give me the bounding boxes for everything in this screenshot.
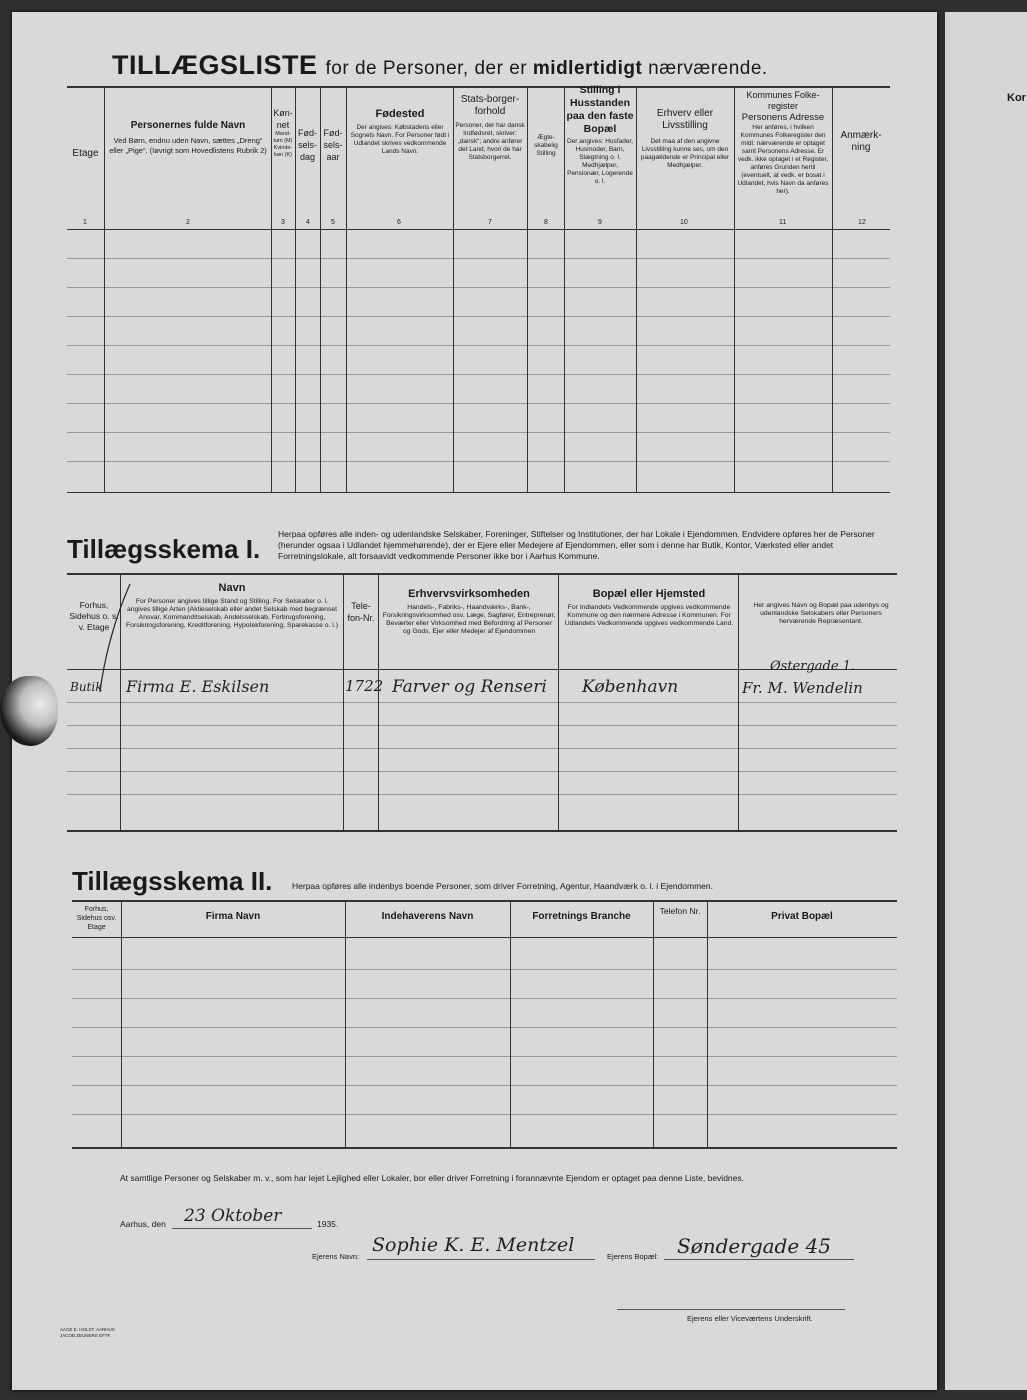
s1-col-etage: Forhus, Sidehus o. s. v. Etage [69, 600, 119, 632]
s1-row-residence: København [582, 677, 679, 697]
col-citizenship: Stats-borger-forhold Personer, der har dansk Indfødsret, skriver: „dansk“; andre anfører det Land, hvori de har Statsborgerret. [455, 94, 525, 161]
s1-row-repr-line2: Fr. M. Wendelin [742, 679, 863, 697]
col-gender: Køn-net Mand-køn (M) Kvinde-køn (K) [273, 108, 293, 158]
col-num-5: 5 [331, 219, 335, 226]
col-num-3: 3 [281, 219, 285, 226]
s2-col-private: Privat Bopæl [771, 911, 833, 922]
form-page [12, 12, 937, 1390]
col-num-8: 8 [544, 219, 548, 226]
main-title [112, 50, 768, 81]
col-num-12: 12 [858, 219, 866, 226]
col-num-7: 7 [488, 219, 492, 226]
skema1-note: Herpaa opføres alle inden- og udenlandske Selskaber, Foreninger, Stiftelser og Institutioner, der har Lokale i Ejendommen. Endvidere opføres her de Personer (herunder ogsaa i Udlandet hjemmehørende), der er Ejere eller Medejere af Ejendommen, eller som i denne har Butik, Kontor, Værksted eller andet Forretningslokale, alt forsaavidt vedkommende Personer ikke bor i Aarhus Kommune. [278, 529, 875, 561]
footer-year: 1935. [317, 1219, 339, 1229]
s2-col-owner: Indehaverens Navn [381, 911, 474, 922]
title-rest-end: nærværende. [648, 58, 768, 79]
thumb-holding-page [0, 676, 58, 746]
title-rest: for de Personer, der er [325, 58, 528, 79]
col-birthday: Fød-sels-dag [297, 128, 317, 162]
s1-col-residence: Bopæl eller Hjemsted For Indlandets Vedkommende opgives vedkommende Kommune og den nærmere Adresse i Kommunen. For Udlandets Vedkommende opgives vedkommende Land. [564, 588, 734, 627]
adjacent-page [945, 12, 1027, 1390]
printer-mark: AAGE E. HOLST, AARHUS JACOB ZEUNERS EFTF. [60, 1327, 115, 1338]
s1-row-business: Farver og Renseri [392, 677, 547, 697]
col-name: Personernes fulde Navn Ved Børn, endnu uden Navn, sættes „Dreng“ eller „Pige“. (Iøvrigt som Hovedlistens Rubrik 2) [109, 120, 267, 155]
footer-place: Aarhus, den [120, 1219, 166, 1229]
skema1-title: Tillægsskema I. [67, 534, 261, 564]
s1-row-etage: Butik [70, 680, 103, 694]
s1-row-phone: 1722 [345, 677, 384, 695]
col-occupation: Erhverv eller Livsstilling Det maa af den angivne Livsstilling kunne ses, om den paagældende er Principal eller Medhjælper. [640, 108, 730, 169]
owner-name-label: Ejerens Navn: [312, 1252, 360, 1261]
col-etage: Etage [72, 148, 99, 159]
adjacent-page-corner-text: Kor [1007, 92, 1026, 104]
title-bold: TILLÆGSLISTE [112, 50, 318, 80]
col-num-4: 4 [306, 219, 310, 226]
skema2-note: Herpaa opføres alle indenbys boende Personer, som driver Forretning, Agentur, Haandværk o. l. i Ejendommen. [292, 881, 713, 891]
s1-col-representative: Her angives Navn og Bopæl paa udenbys og udenlandske Selskabers eller Personers herværende Repræsentant. [753, 602, 889, 625]
s2-col-branch: Forretnings Branche [532, 911, 631, 922]
col-num-10: 10 [680, 219, 688, 226]
col-num-2: 2 [186, 219, 190, 226]
owner-name: Sophie K. E. Mentzel [372, 1234, 575, 1256]
s2-col-firm: Firma Navn [205, 911, 261, 922]
owner-address-label: Ejerens Bopæl: [607, 1252, 659, 1261]
pen-stroke [92, 580, 132, 700]
col-address: Kommunes Folke-register Personens Adresse Her anføres, i hvilken Kommunes Folkeregister den midl. nærværende er optaget samt Personens Adresse. Er vedk. ikke optaget i et Register, anføres Grunden hertil (eventuelt, at vedk. er bosat i Udlandet, hvis Navn da anføres her). [737, 90, 829, 195]
owner-address: Søndergade 45 [677, 1234, 831, 1258]
col-household: Stilling i Husstanden paa den faste Bopæl Der angives: Husfader, Husmoder, Barn, Slægtning o. l. Medhjælper, Pensionær, Logerende o. l. [566, 84, 634, 185]
title-rest-bold: midlertidigt [532, 58, 643, 79]
col-marital: Ægte-skabelig Stilling [534, 134, 558, 157]
skema2-title: Tillægsskema II. [72, 866, 273, 896]
s1-col-business: Erhvervsvirksomheden Handels-, Fabriks-, Haandværks-, Bank-, Forsikringsvirksomhed osv. Læge, Sagfører, Entreprenør, Beværter eller Virksomhed med Befordring af Personer og Gods, Ejer eller Medejer af Ejendommen [382, 588, 556, 635]
s2-col-etage: Forhus, Sidehus osv. Etage [76, 906, 117, 931]
footer-statement: At samtlige Personer og Selskaber m. v., som har lejet Lejlighed eller Lokaler, bor eller driver Forretning i forannævnte Ejendom er optaget paa denne Liste, bevidnes. [120, 1173, 744, 1183]
s1-row-repr-line1: Østergade 1. [770, 659, 856, 674]
col-birthyear: Fød-sels-aar [323, 128, 343, 162]
col-birthplace: Fødested Der angives: Købstadens eller Sognets Navn. For Personer født i Udlandet skrives vedkommende Lands Navn. [350, 108, 450, 155]
col-num-1: 1 [83, 219, 87, 226]
footer-date: 23 Oktober [184, 1206, 282, 1226]
col-num-9: 9 [598, 219, 602, 226]
col-remarks: Anmærk-ning [840, 130, 882, 153]
s2-col-phone: Telefon Nr. [659, 906, 701, 916]
col-num-11: 11 [779, 219, 787, 226]
s1-col-phone: Tele-fon-Nr. [347, 601, 375, 623]
col-num-6: 6 [397, 219, 401, 226]
s1-row-name: Firma E. Eskilsen [126, 677, 270, 696]
signature-label: Ejerens eller Viceværtens Underskrift. [687, 1314, 813, 1323]
s1-col-name: Navn For Personer angives tillige Stand og Stilling. For Selskaber o. l. angives tillige Arten (Aktieselskab eller andet Selskab med begrænset Ansvar, Kommanditselskab, Andelsselskab, Forbrugsforening, Forsikringsforening, Kreditforening, Hypotekforening, Sparekasse o. l.) [126, 582, 338, 629]
